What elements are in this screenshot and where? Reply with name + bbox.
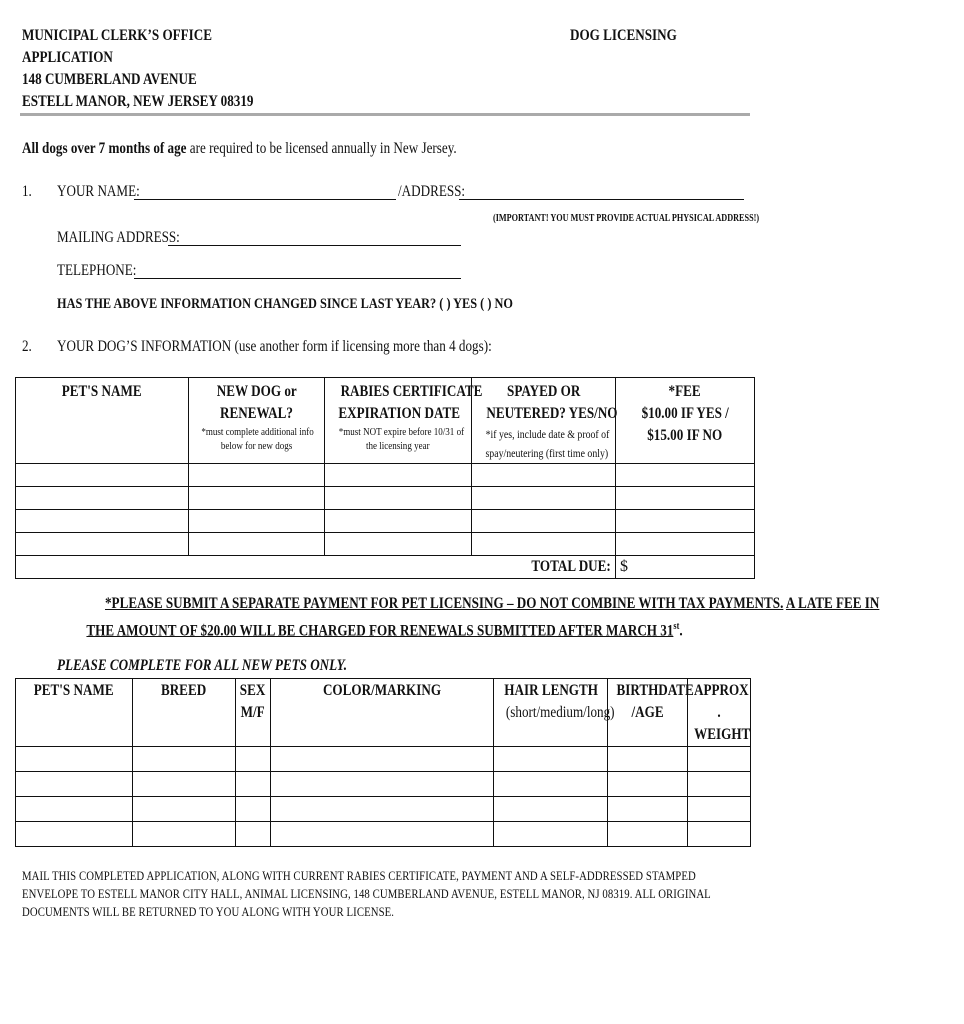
office-name: MUNICIPAL CLERK’S OFFICE <box>22 27 213 44</box>
license-cell[interactable] <box>189 533 325 556</box>
new-pet-cell[interactable] <box>688 747 751 772</box>
new-pet-cell[interactable] <box>133 772 236 797</box>
license-row <box>16 487 755 510</box>
new-pet-row <box>16 772 751 797</box>
new-pet-cell[interactable] <box>236 747 271 772</box>
license-cell[interactable] <box>16 464 189 487</box>
license-cell[interactable] <box>189 487 325 510</box>
new-pet-cell[interactable] <box>271 797 494 822</box>
license-table-header <box>16 378 755 464</box>
new-pet-cell[interactable] <box>133 797 236 822</box>
header-divider <box>20 113 750 116</box>
new-pet-cell[interactable] <box>608 772 688 797</box>
new-pet-cell[interactable] <box>688 797 751 822</box>
license-cell[interactable] <box>189 510 325 533</box>
new-pets-title: PLEASE COMPLETE FOR ALL NEW PETS ONLY. <box>57 657 348 674</box>
license-cell[interactable] <box>325 533 472 556</box>
new-pet-cell[interactable] <box>16 747 133 772</box>
license-cell[interactable] <box>472 533 616 556</box>
mail-instructions: MAIL THIS COMPLETED APPLICATION, ALONG WITH CURRENT RABIES CERTIFICATE, PAYMENT AND A SELF-ADDRESSED STAMPED ENVELOPE TO ESTELL MANOR CITY HALL, ANIMAL LICENSING, 148 CUMBERLAND AVENUE, ESTELL MANOR, NJ 08319. ALL ORIGINAL DOCUMENTS WILL BE RETURNED TO YOU ALONG WITH YOUR LICENSE. <box>22 869 711 919</box>
new-pet-cell[interactable] <box>271 747 494 772</box>
header-fee: *FEE $10.00 IF YES / $15.00 IF NO <box>616 378 755 464</box>
new-pet-cell[interactable] <box>16 797 133 822</box>
new-pet-cell[interactable] <box>494 772 608 797</box>
license-cell[interactable] <box>472 464 616 487</box>
new-pet-cell[interactable] <box>688 822 751 847</box>
new-pet-cell[interactable] <box>494 797 608 822</box>
total-due-label: TOTAL DUE: <box>16 556 616 579</box>
new-pet-row <box>16 797 751 822</box>
new-pet-row <box>16 822 751 847</box>
header-birthdate: BIRTHDATE /AGE <box>608 679 688 747</box>
new-pet-cell[interactable] <box>236 822 271 847</box>
form-title: DOG LICENSING <box>570 27 677 44</box>
address-field[interactable] <box>459 185 744 200</box>
section-2-number: 2. <box>22 338 32 355</box>
info-changed-question[interactable]: HAS THE ABOVE INFORMATION CHANGED SINCE LAST YEAR? ( ) YES ( ) NO <box>57 296 513 312</box>
new-pet-cell[interactable] <box>133 747 236 772</box>
license-table <box>15 377 755 579</box>
license-cell[interactable] <box>189 464 325 487</box>
intro-rest: are required to be licensed annually in New Jersey. <box>186 140 457 157</box>
license-cell[interactable] <box>472 487 616 510</box>
name-label: YOUR NAME: <box>57 183 140 200</box>
street-address: 148 CUMBERLAND AVENUE <box>22 71 197 88</box>
payment-notice: *PLEASE SUBMIT A SEPARATE PAYMENT FOR PET LICENSING – DO NOT COMBINE WITH TAX PAYMENTS. A LATE FEE IN THE AMOUNT OF $20.00 WILL BE CHARGED FOR RENEWALS SUBMITTED AFTER MARCH 31st. <box>86 595 880 640</box>
license-cell[interactable] <box>325 487 472 510</box>
license-row <box>16 510 755 533</box>
new-pet-cell[interactable] <box>271 772 494 797</box>
address-note: (IMPORTANT! YOU MUST PROVIDE ACTUAL PHYSICAL ADDRESS!) <box>493 213 760 224</box>
header-sex: SEX M/F <box>236 679 271 747</box>
license-cell[interactable] <box>616 533 755 556</box>
new-pet-cell[interactable] <box>133 822 236 847</box>
telephone-label: TELEPHONE: <box>57 262 137 279</box>
new-pet-cell[interactable] <box>494 822 608 847</box>
header-pet-name: PET'S NAME <box>16 679 133 747</box>
license-cell[interactable] <box>616 487 755 510</box>
license-cell[interactable] <box>16 510 189 533</box>
header-rabies-expiration: RABIES CERTIFICATE EXPIRATION DATE *must NOT expire before 10/31 of the licensing year <box>325 378 472 464</box>
license-cell[interactable] <box>325 464 472 487</box>
header-breed: BREED <box>133 679 236 747</box>
new-pet-cell[interactable] <box>16 772 133 797</box>
new-pet-cell[interactable] <box>494 747 608 772</box>
new-pet-cell[interactable] <box>608 747 688 772</box>
new-pet-cell[interactable] <box>236 797 271 822</box>
header-color-marking: COLOR/MARKING <box>271 679 494 747</box>
header-new-or-renewal: NEW DOG or RENEWAL? *must complete additional info below for new dogs <box>189 378 325 464</box>
new-pet-row <box>16 747 751 772</box>
license-cell[interactable] <box>472 510 616 533</box>
new-pet-cell[interactable] <box>608 822 688 847</box>
telephone-field[interactable] <box>134 264 461 279</box>
new-pet-cell[interactable] <box>688 772 751 797</box>
license-cell[interactable] <box>16 487 189 510</box>
new-pets-table <box>15 678 751 847</box>
license-cell[interactable] <box>616 464 755 487</box>
license-row <box>16 464 755 487</box>
license-row <box>16 533 755 556</box>
city-state-zip: ESTELL MANOR, NEW JERSEY 08319 <box>22 93 254 110</box>
intro-statement <box>22 140 552 158</box>
new-pet-cell[interactable] <box>16 822 133 847</box>
section-1-number: 1. <box>22 183 32 200</box>
section-2-title: YOUR DOG’S INFORMATION (use another form if licensing more than 4 dogs): <box>57 338 492 355</box>
new-pets-header <box>16 679 751 747</box>
license-cell[interactable] <box>16 533 189 556</box>
new-pet-cell[interactable] <box>271 822 494 847</box>
header-spayed-neutered: SPAYED OR NEUTERED? YES/NO *if yes, include date & proof of spay/neutering (first time only) <box>472 378 616 464</box>
address-label: /ADDRESS: <box>398 183 466 200</box>
total-due-field[interactable]: $ <box>616 556 755 579</box>
mailing-address-label: MAILING ADDRESS: <box>57 229 180 246</box>
mailing-address-field[interactable] <box>168 231 461 246</box>
total-due-row <box>16 556 755 579</box>
header-weight: APPROX . WEIGHT <box>688 679 751 747</box>
intro-bold: All dogs over 7 months of age <box>22 140 187 157</box>
new-pet-cell[interactable] <box>608 797 688 822</box>
office-address-block <box>22 25 304 113</box>
license-cell[interactable] <box>616 510 755 533</box>
header-hair-length: HAIR LENGTH (short/medium/long) <box>494 679 608 747</box>
license-cell[interactable] <box>325 510 472 533</box>
header-pets-name: PET'S NAME <box>16 378 189 464</box>
new-pet-cell[interactable] <box>236 772 271 797</box>
application-label: APPLICATION <box>22 49 113 66</box>
name-field[interactable] <box>134 185 396 200</box>
